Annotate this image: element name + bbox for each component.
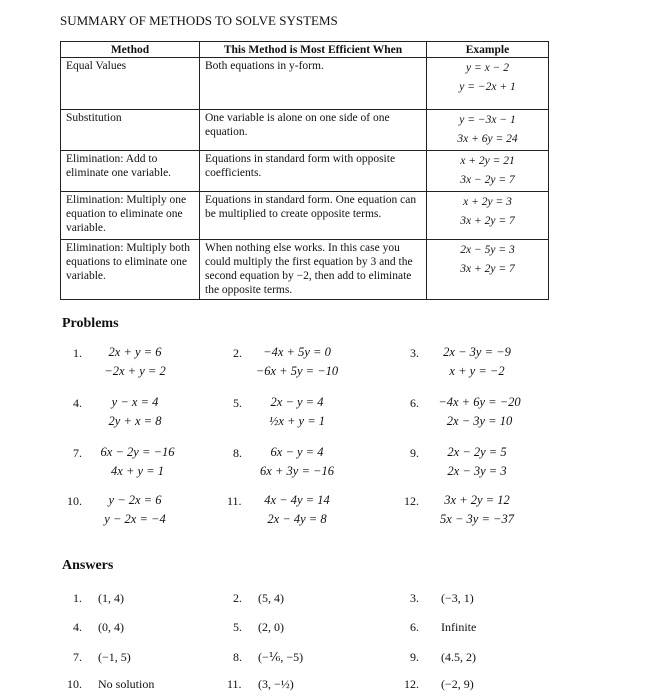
- when-cell: Both equations in y-form.: [200, 58, 427, 110]
- problem-equation: 2x − 4y = 8: [267, 512, 327, 526]
- problem-equation: 6x − y = 4: [270, 445, 324, 459]
- example-equation: 3x + 2y = 7: [460, 263, 515, 275]
- answer-value: (5, 4): [258, 591, 284, 605]
- example-equation: y = −2x + 1: [459, 81, 516, 93]
- method-cell: Substitution: [61, 110, 200, 151]
- answer-number: 4.: [73, 620, 82, 634]
- when-cell: Equations in standard form. One equation can be multiplied to create opposite terms.: [200, 192, 427, 240]
- problem-number: 7.: [73, 446, 82, 460]
- problem-equation: y − x = 4: [111, 395, 159, 409]
- answer-number: 9.: [410, 650, 419, 664]
- answer-value: (−⅙, −5): [258, 650, 304, 664]
- problem-equation: −2x + y = 2: [104, 364, 166, 378]
- answer-number: 7.: [73, 650, 82, 664]
- answer-number: 3.: [410, 591, 419, 605]
- problem-equation: −6x + 5y = −10: [255, 364, 339, 378]
- column-header-method: Method: [61, 42, 200, 58]
- when-cell: When nothing else works. In this case you could multiply the first equation by 3 and the second equation by −2, then add to eliminate the opposite terms.: [200, 240, 427, 300]
- problem-equation: −4x + 6y = −20: [438, 395, 521, 409]
- problem-equation: 6x + 3y = −16: [260, 464, 334, 478]
- method-cell: Elimination: Add to eliminate one variable.: [61, 151, 200, 192]
- problem-equation: ½x + y = 1: [268, 414, 326, 428]
- answer-value: (4.5, 2): [441, 650, 476, 664]
- problem-equation: y − 2x = −4: [104, 512, 166, 526]
- problem-equation: 5x − 3y = −37: [440, 512, 514, 526]
- table-header-row: [61, 42, 549, 58]
- table-row: [61, 58, 549, 110]
- answer-value: (1, 4): [98, 591, 124, 605]
- example-cell: [427, 192, 549, 240]
- answer-value: (3, −½): [258, 677, 294, 691]
- answer-value: (−3, 1): [441, 591, 474, 605]
- table-row: [61, 151, 549, 192]
- problem-equation: x + y = −2: [449, 364, 505, 378]
- answer-number: 5.: [233, 620, 242, 634]
- problem-equation: 2x − 2y = 5: [447, 445, 507, 459]
- problem-equation: −4x + 5y = 0: [263, 345, 331, 359]
- example-equation: 2x − 5y = 3: [460, 244, 515, 256]
- when-cell: Equations in standard form with opposite coefficients.: [200, 151, 427, 192]
- example-equation: 3x − 2y = 7: [460, 174, 515, 186]
- problem-number: 1.: [73, 346, 82, 360]
- problem-equation: 2y + x = 8: [108, 414, 162, 428]
- problem-number: 10.: [67, 494, 82, 508]
- problem-equation: 2x − y = 4: [270, 395, 324, 409]
- example-equation: y = x − 2: [466, 62, 509, 74]
- problem-number: 5.: [233, 396, 242, 410]
- answer-value: Infinite: [441, 620, 477, 634]
- answer-value: (0, 4): [98, 620, 124, 634]
- example-equation: y = −3x − 1: [459, 114, 516, 126]
- example-equation: x + 2y = 21: [460, 155, 515, 167]
- example-equation: 3x + 6y = 24: [457, 133, 518, 145]
- example-cell: [427, 58, 549, 110]
- method-cell: Equal Values: [61, 58, 200, 110]
- answer-value: (2, 0): [258, 620, 284, 634]
- when-cell: One variable is alone on one side of one equation.: [200, 110, 427, 151]
- problem-number: 8.: [233, 446, 242, 460]
- problem-equation: 4x − 4y = 14: [264, 493, 330, 507]
- summary-table: [60, 41, 549, 300]
- answer-number: 10.: [67, 677, 82, 691]
- method-cell: Elimination: Multiply one equation to eliminate one variable.: [61, 192, 200, 240]
- problem-equation: 2x − 3y = −9: [443, 345, 511, 359]
- table-row: [61, 240, 549, 300]
- example-cell: [427, 240, 549, 300]
- problem-equation: 2x + y = 6: [108, 345, 162, 359]
- problem-number: 9.: [410, 446, 419, 460]
- column-header-example: Example: [427, 42, 549, 58]
- table-row: [61, 110, 549, 151]
- answer-number: 12.: [404, 677, 419, 691]
- problems-heading: Problems: [62, 316, 119, 331]
- example-equation: x + 2y = 3: [463, 196, 512, 208]
- problem-equation: 2x − 3y = 10: [446, 414, 513, 428]
- problem-equation: y − 2x = 6: [108, 493, 162, 507]
- problem-equation: 6x − 2y = −16: [100, 445, 175, 459]
- answer-number: 8.: [233, 650, 242, 664]
- example-cell: [427, 110, 549, 151]
- problem-number: 11.: [227, 494, 242, 508]
- answer-number: 6.: [410, 620, 419, 634]
- example-equation: 3x + 2y = 7: [460, 215, 515, 227]
- problem-equation: 4x + y = 1: [111, 464, 164, 478]
- method-cell: Elimination: Multiply both equations to eliminate one variable.: [61, 240, 200, 300]
- problem-number: 2.: [233, 346, 242, 360]
- answer-value: No solution: [98, 677, 155, 691]
- problem-equation: 3x + 2y = 12: [444, 493, 510, 507]
- answer-number: 1.: [73, 591, 82, 605]
- answer-number: 11.: [227, 677, 242, 691]
- problem-number: 6.: [410, 396, 419, 410]
- problem-equation: 2x − 3y = 3: [447, 464, 507, 478]
- table-row: [61, 192, 549, 240]
- problem-number: 4.: [73, 396, 82, 410]
- answers-heading: Answers: [62, 558, 114, 573]
- page-title: SUMMARY OF METHODS TO SOLVE SYSTEMS: [60, 13, 338, 28]
- answer-value: (−1, 5): [98, 650, 131, 664]
- example-cell: [427, 151, 549, 192]
- answer-value: (−2, 9): [441, 677, 474, 691]
- answer-number: 2.: [233, 591, 242, 605]
- column-header-when: This Method is Most Efficient When: [200, 42, 427, 58]
- problem-number: 12.: [404, 494, 419, 508]
- problem-number: 3.: [410, 346, 419, 360]
